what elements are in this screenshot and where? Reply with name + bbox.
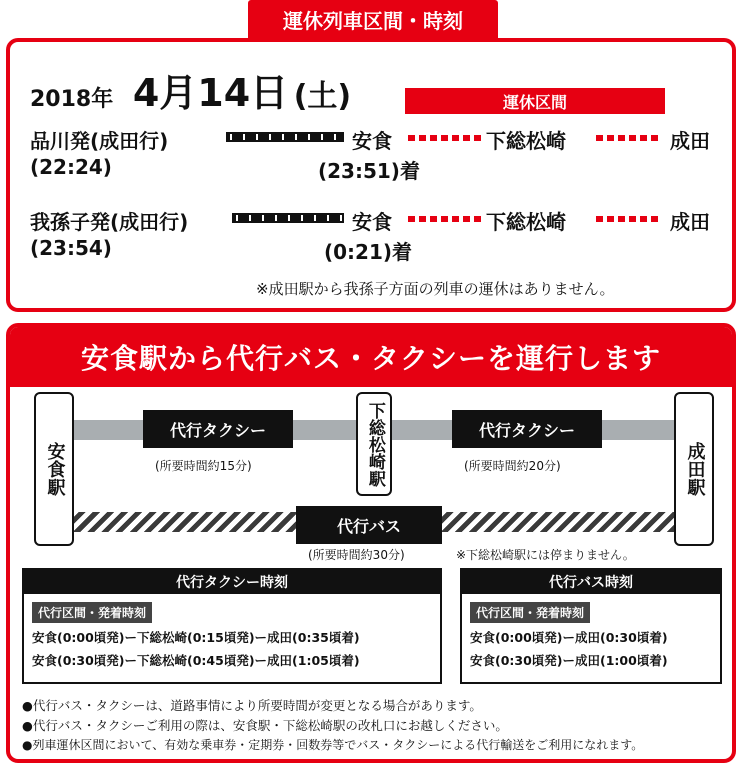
taxi-label-2: 代行タクシー	[452, 410, 602, 448]
bus-timetable	[460, 568, 722, 684]
taxi-label-1: 代行タクシー	[143, 410, 293, 448]
replacement-banner: 安食駅から代行バス・タクシーを運行します	[10, 327, 732, 387]
train2-depart-time: (23:54)	[30, 236, 112, 260]
bus-label: 代行バス	[296, 506, 442, 544]
bus-time: (所要時間約30分)	[308, 548, 405, 562]
bus-timetable-subheading: 代行区間・発着時刻	[470, 602, 590, 623]
bus-timetable-row: 安食(0:00頃発)ー成田(0:30頃着)	[470, 630, 668, 645]
train2-suspended-segment-1	[408, 216, 482, 222]
train1-station-c: 成田	[670, 129, 710, 153]
bus-timetable-row: 安食(0:30頃発)ー成田(1:00頃着)	[470, 653, 668, 668]
note-item: ●代行バス・タクシーご利用の際は、安食駅・下総松崎駅の改札口にお越しください。	[22, 718, 508, 733]
taxi-time-1: (所要時間約15分)	[155, 459, 252, 473]
train2-suspended-segment-2	[596, 216, 662, 222]
top-note: ※成田駅から我孫子方面の列車の運休はありません。	[256, 280, 615, 298]
station-shimofusa-matsuzaki: 下総松崎駅	[356, 392, 392, 496]
section-title-tab: 運休列車区間・時刻	[248, 0, 498, 38]
train2-station-b: 下総松崎	[486, 210, 566, 234]
train2-station-a: 安食	[352, 210, 392, 234]
train2-station-c: 成田	[670, 210, 710, 234]
train1-station-b: 下総松崎	[486, 129, 566, 153]
train2-arrive-time: (0:21)着	[324, 240, 413, 264]
station-narita: 成田駅	[674, 392, 714, 546]
station-ajiki: 安食駅	[34, 392, 74, 546]
train1-running-segment	[226, 132, 344, 142]
taxi-time-2: (所要時間約20分)	[464, 459, 561, 473]
note-item: ●代行バス・タクシーは、道路事情により所要時間が変更となる場合があります。	[22, 698, 482, 713]
train1-departure: 品川発(成田行)	[30, 129, 169, 153]
date-weekday: (土)	[293, 79, 352, 114]
train1-station-a: 安食	[352, 129, 392, 153]
taxi-timetable-subheading: 代行区間・発着時刻	[32, 602, 152, 623]
taxi-timetable	[22, 568, 442, 684]
taxi-timetable-row: 安食(0:00頃発)ー下総松崎(0:15頃発)ー成田(0:35頃着)	[32, 630, 360, 645]
taxi-timetable-title: 代行タクシー時刻	[24, 570, 440, 594]
bus-note: ※下総松崎駅には停まりません。	[456, 548, 635, 562]
bus-timetable-title: 代行バス時刻	[462, 570, 720, 594]
train1-arrive-time: (23:51)着	[318, 159, 420, 183]
train1-suspended-segment-1	[408, 135, 482, 141]
train2-departure: 我孫子発(成田行)	[30, 210, 189, 234]
train2-running-segment	[232, 213, 344, 223]
suspended-section-badge: 運休区間	[405, 88, 665, 114]
taxi-timetable-row: 安食(0:30頃発)ー下総松崎(0:45頃発)ー成田(1:05頃着)	[32, 653, 360, 668]
train1-depart-time: (22:24)	[30, 155, 112, 179]
date-line	[30, 62, 351, 117]
date-month-day: 4月14日	[132, 71, 289, 115]
train1-suspended-segment-2	[596, 135, 662, 141]
date-year: 2018年	[30, 87, 114, 112]
note-item: ●列車運休区間において、有効な乗車券・定期券・回数券等でバス・タクシーによる代行輸送をご利用になれます。	[22, 738, 644, 752]
